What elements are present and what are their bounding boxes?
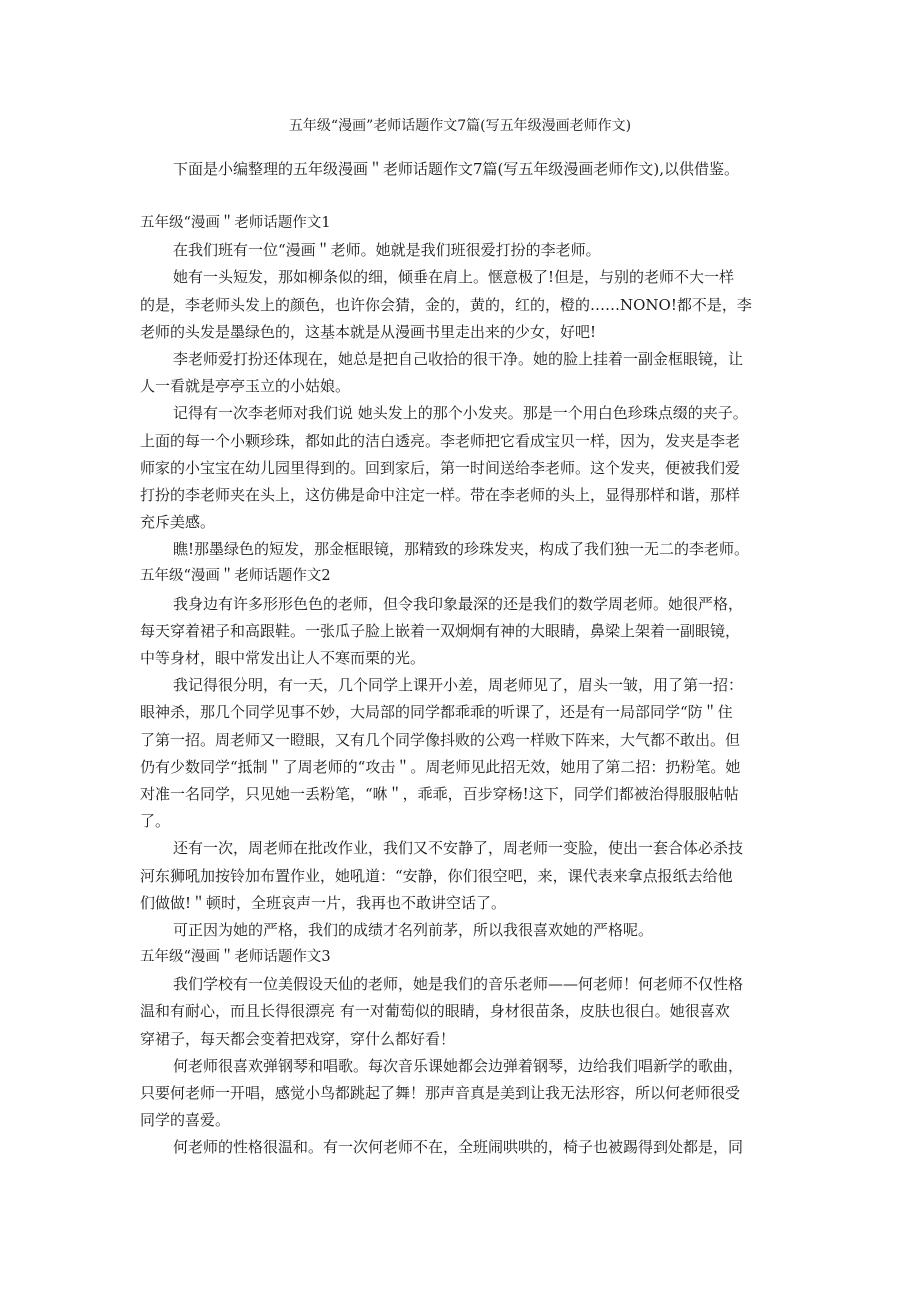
text-line: 了第一招。周老师又一瞪眼，又有几个同学像抖败的公鸡一样败下阵来，大气都不敢出。但: [140, 730, 741, 749]
text-line: 还有一次，周老师在批改作业，我们又不安静了，周老师一变脸，使出一套合体必杀技: [173, 839, 744, 858]
text-line: 眼神杀，那几个同学见事不妙，大局部的同学都乖乖的听课了，还是有一局部同学“防＂住: [140, 703, 733, 722]
text-line: 我记得很分明，有一天，几个同学上课开小差，周老师见了，眉头一皱，用了第一招：: [173, 676, 744, 695]
text-line: 中等身材，眼中常发出让人不寒而栗的光。: [140, 649, 426, 667]
text-line: 温和有耐心，而且长得很漂亮 有一对葡萄似的眼睛，身材很苗条，皮肤也很白。她很喜欢: [140, 1002, 730, 1021]
text-line: 记得有一次李老师对我们说 她头发上的那个小发夹。那是一个用白色珍珠点缀的夹子。: [173, 404, 748, 423]
text-line: 每天穿着裙子和高跟鞋。一张瓜子脸上嵌着一双炯炯有神的大眼睛，鼻梁上架着一副眼镜，: [140, 621, 741, 640]
text-line: 师家的小宝宝在幼儿园里得到的。回到家后，第一时间送给李老师。这个发夹，便被我们爱: [140, 458, 741, 477]
section-heading: 五年级“漫画＂老师话题作文2: [140, 568, 331, 585]
text-line: 打扮的李老师夹在头上，这仿佛是命中注定一样。带在李老师的头上，显得那样和谐，那样: [140, 485, 741, 504]
text-line: 对准一名同学，只见她一丢粉笔，“咻＂，乖乖，百步穿杨!这下，同学们都被治得服服帖帖: [140, 784, 739, 803]
section-heading: 五年级“漫画＂老师话题作文1: [140, 215, 331, 231]
document-title: 五年级“漫画”老师话题作文7篇(写五年级漫画老师作文): [288, 118, 632, 134]
section-heading: 五年级“漫画＂老师话题作文3: [140, 949, 331, 966]
text-line: 何老师的性格很温和。有一次何老师不在，全班闹哄哄的，椅子也被踢得到处都是，同: [173, 1138, 744, 1157]
text-line: 她有一头短发，那如柳条似的细，倾垂在肩上。惬意极了!但是，与别的老师不大一样: [173, 268, 735, 287]
document-body: [140, 210, 795, 1162]
text-line: 河东狮吼加按铃加布置作业，她吼道：“安静，你们很空吧，来，课代表来拿点报纸去给他: [140, 866, 733, 885]
text-line: 了。: [140, 812, 171, 831]
text-line: 老师的头发是墨绿色的，这基本就是从漫画书里走出来的少女，好吧!: [140, 322, 597, 341]
text-line: 可正因为她的严格，我们的成绩才名列前茅，所以我很喜欢她的严格呢。: [173, 920, 654, 939]
text-line: 穿裙子，每天都会变着把戏穿，穿什么都好看！: [140, 1029, 456, 1048]
text-line: 我身边有许多形形色色的老师，但令我印象最深的还是我们的数学周老师。她很严格，: [173, 594, 744, 613]
text-line: 同学的喜爱。: [140, 1111, 231, 1130]
text-line: 上面的每一个小颗珍珠，都如此的洁白透亮。李老师把它看成宝贝一样，因为，发夹是李老: [140, 431, 741, 450]
text-line: 何老师很喜欢弹钢琴和唱歌。每次音乐课她都会边弹着钢琴，边给我们唱新学的歌曲，: [173, 1056, 744, 1075]
text-line: 人一看就是亭亭玉立的小姑娘。: [140, 377, 351, 396]
text-line: 的是，李老师头发上的颜色，也许你会猜，金的，黄的，红的，橙的……NONO!都不是，李: [140, 295, 752, 314]
text-line: 们做做!＂顿时，全班哀声一片，我再也不敢讲空话了。: [140, 893, 507, 912]
intro-paragraph: 下面是小编整理的五年级漫画＂老师话题作文7篇(写五年级漫画老师作文),以供借鉴。: [173, 160, 740, 178]
text-line: 充斥美感。: [140, 513, 216, 532]
text-line: 在我们班有一位“漫画＂老师。她就是我们班很爱打扮的李老师。: [173, 241, 601, 260]
text-line: 只要何老师一开唱，感觉小鸟都跳起了舞！那声音真是美到让我无法形容，所以何老师很受: [140, 1084, 741, 1102]
text-line: 我们学校有一位美假设天仙的老师，她是我们的音乐老师——何老师！何老师不仅性格: [173, 975, 744, 994]
text-line: 李老师爱打扮还体现在，她总是把自己收拾的很干净。她的脸上挂着一副金框眼镜，让: [173, 349, 744, 368]
text-line: 仍有少数同学“抵制＂了周老师的“攻击＂。周老师见此招无效，她用了第二招：扔粉笔。她: [140, 757, 741, 776]
text-line: 瞧!那墨绿色的短发，那金框眼镜，那精致的珍珠发夹，构成了我们独一无二的李老师。: [173, 540, 750, 559]
